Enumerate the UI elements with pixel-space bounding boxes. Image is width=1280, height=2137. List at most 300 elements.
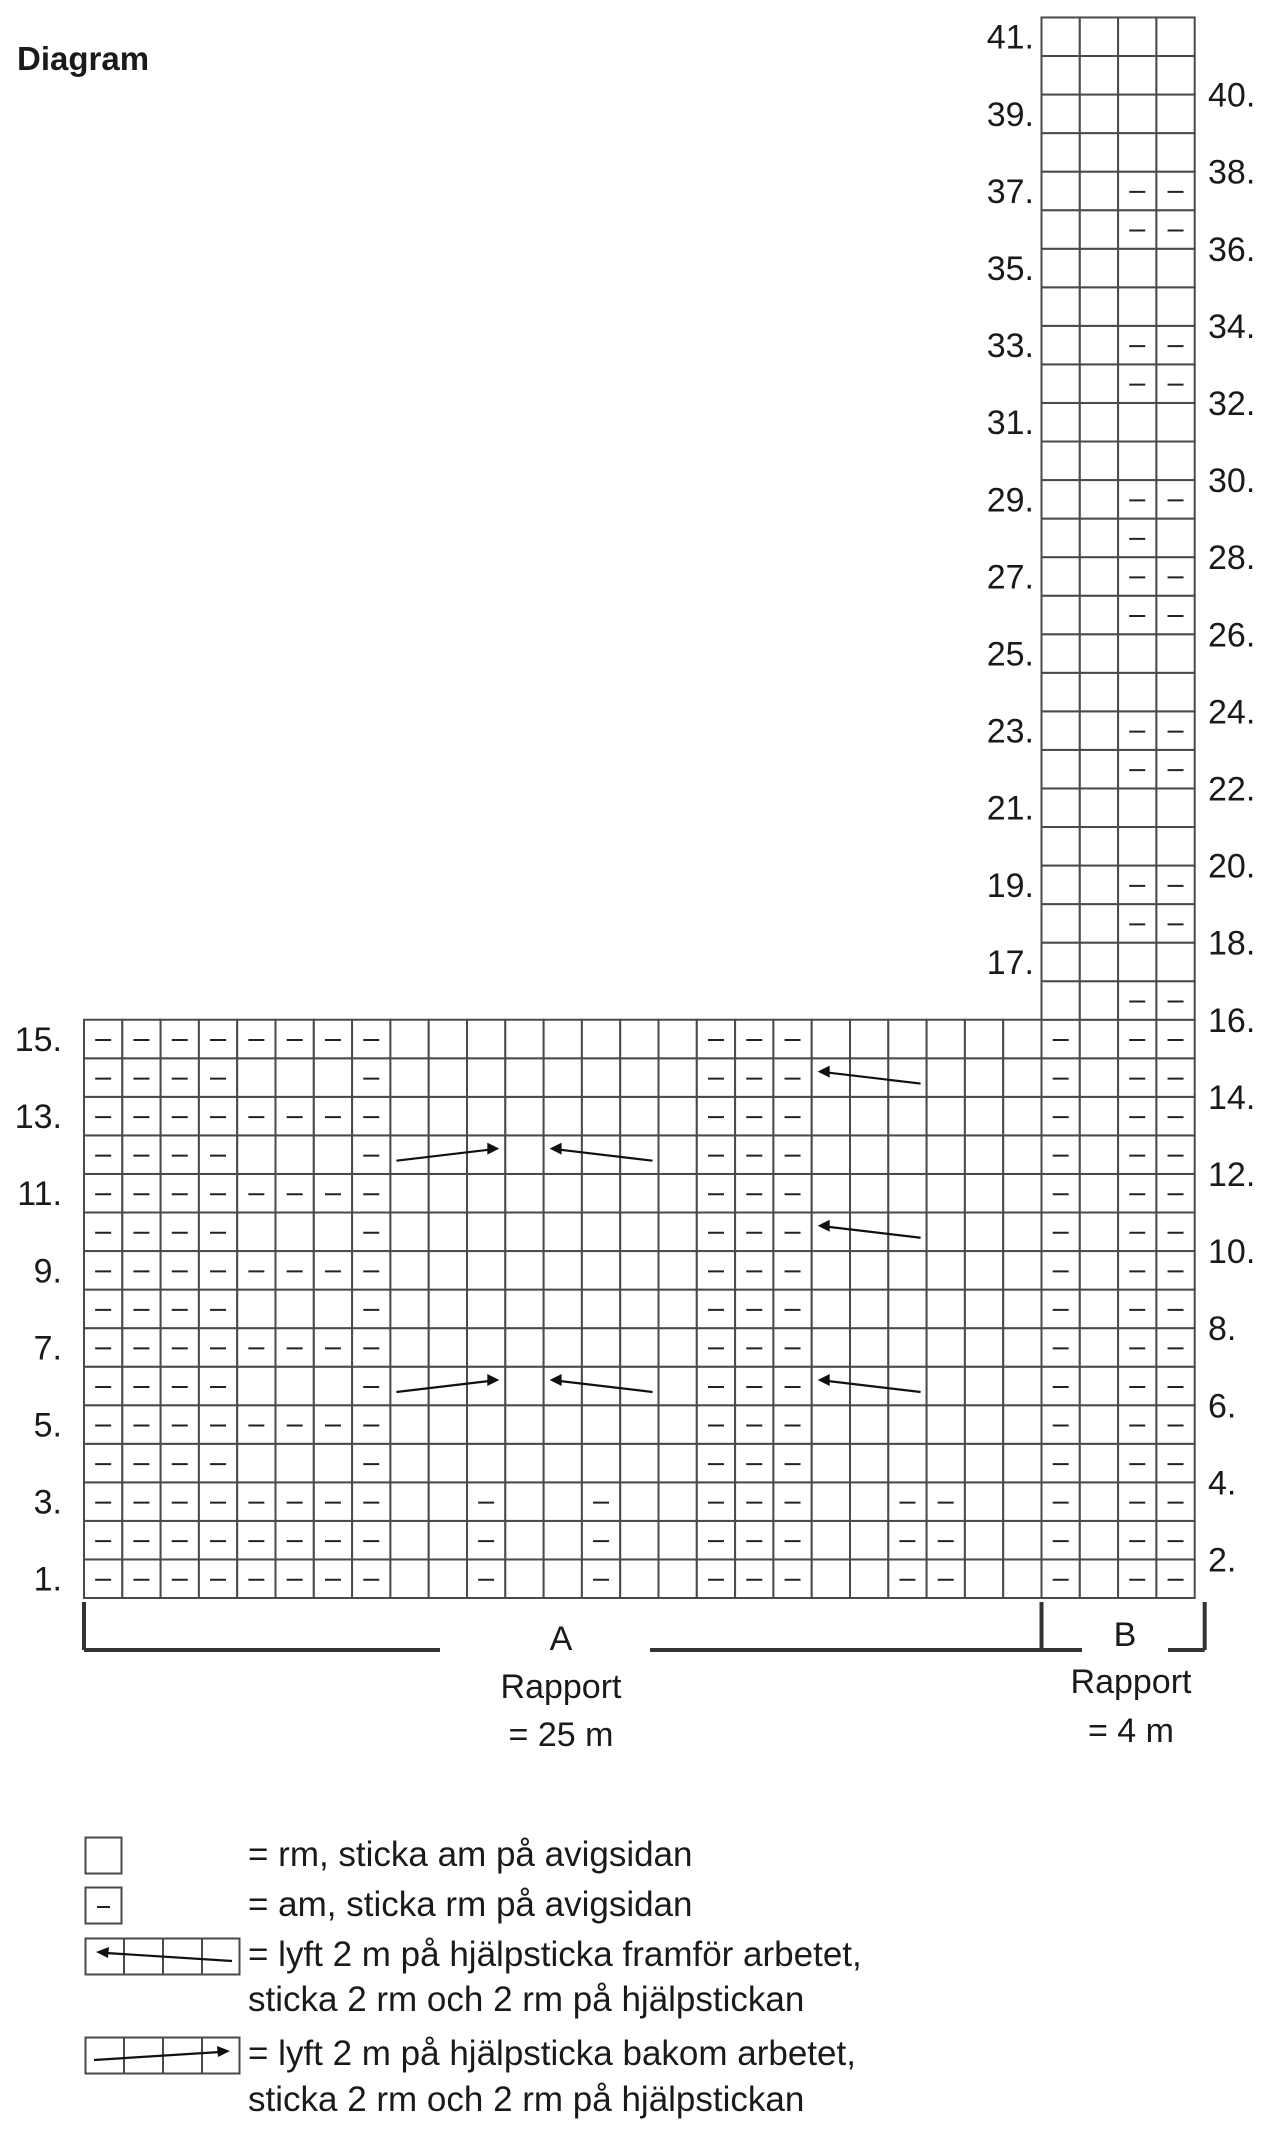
chart-cell xyxy=(1042,596,1080,635)
row-label: 40. xyxy=(1208,76,1256,115)
chart-cell xyxy=(1003,1213,1041,1252)
chart-cell xyxy=(505,1058,543,1097)
chart-cell xyxy=(429,1020,467,1059)
chart-cell xyxy=(1156,634,1194,673)
row-label: 25. xyxy=(986,635,1034,674)
chart-cell xyxy=(965,1020,1003,1059)
chart-cell xyxy=(1042,172,1080,211)
chart-cell xyxy=(965,1444,1003,1483)
chart-cell xyxy=(965,1097,1003,1136)
chart-cell xyxy=(965,1405,1003,1444)
row-label: 15. xyxy=(14,1021,62,1060)
chart-cell xyxy=(1080,1020,1118,1059)
chart-cell xyxy=(505,1020,543,1059)
repeat-a-count: = 25 m xyxy=(508,1716,614,1754)
chart-cell xyxy=(620,1482,658,1521)
chart-cell xyxy=(965,1290,1003,1329)
chart-cell xyxy=(1042,56,1080,95)
row-label: 19. xyxy=(986,866,1034,905)
chart-cell xyxy=(1080,1521,1118,1560)
chart-cell xyxy=(390,1444,428,1483)
chart-cell xyxy=(659,1521,697,1560)
chart-cell xyxy=(812,1290,850,1329)
chart-cell xyxy=(1042,287,1080,326)
chart-cell xyxy=(620,1058,658,1097)
chart-cell xyxy=(467,1328,505,1367)
chart-cell xyxy=(544,1444,582,1483)
chart-cell xyxy=(888,1290,926,1329)
chart-cell xyxy=(888,1213,926,1252)
chart-cell xyxy=(965,1367,1003,1406)
chart-cell xyxy=(1156,17,1194,56)
chart-cell xyxy=(1080,172,1118,211)
chart-cell xyxy=(850,1174,888,1213)
chart-cell xyxy=(1080,95,1118,134)
chart-cell xyxy=(467,1213,505,1252)
chart-cell xyxy=(1042,480,1080,519)
chart-cell xyxy=(888,1058,926,1097)
chart-cell xyxy=(390,1058,428,1097)
chart-cell xyxy=(1156,403,1194,442)
chart-cell xyxy=(1003,1174,1041,1213)
chart-cell xyxy=(429,1482,467,1521)
row-label: 26. xyxy=(1208,616,1256,655)
row-label: 22. xyxy=(1208,770,1256,809)
chart-cell xyxy=(544,1328,582,1367)
chart-cell xyxy=(429,1328,467,1367)
chart-cell xyxy=(620,1328,658,1367)
repeat-b-label: Rapport xyxy=(1070,1663,1192,1701)
chart-cell xyxy=(429,1097,467,1136)
row-label: 17. xyxy=(986,943,1034,982)
row-label: 18. xyxy=(1208,924,1256,963)
chart-cell xyxy=(965,1559,1003,1598)
chart-cell xyxy=(620,1290,658,1329)
chart-cell xyxy=(888,1405,926,1444)
chart-cell xyxy=(1042,788,1080,827)
chart-cell xyxy=(467,1251,505,1290)
chart-cell xyxy=(467,1058,505,1097)
chart-cell xyxy=(1080,596,1118,635)
chart-cell xyxy=(544,1174,582,1213)
chart-cell xyxy=(888,1020,926,1059)
chart-cell xyxy=(927,1135,965,1174)
row-label: 7. xyxy=(33,1329,62,1368)
chart-cell xyxy=(1080,750,1118,789)
chart-cell xyxy=(927,1251,965,1290)
chart-cell xyxy=(1080,1328,1118,1367)
chart-cell xyxy=(620,1521,658,1560)
legend-cable-back-text: = lyft 2 m på hjälpsticka bakom arbetet, xyxy=(248,2034,856,2073)
chart-cell xyxy=(1080,711,1118,750)
chart-cell xyxy=(965,1482,1003,1521)
chart-cell xyxy=(620,1213,658,1252)
row-label: 11. xyxy=(17,1175,62,1214)
chart-cell xyxy=(544,1213,582,1252)
chart-cell xyxy=(1118,788,1156,827)
chart-cell xyxy=(467,1367,505,1406)
chart-cell xyxy=(1080,788,1118,827)
chart-cell xyxy=(620,1367,658,1406)
chart-cell xyxy=(1156,95,1194,134)
chart-cell xyxy=(276,1290,314,1329)
legend-cable-back-text-2: sticka 2 rm och 2 rm på hjälpstickan xyxy=(248,2080,805,2119)
chart-cell xyxy=(1080,326,1118,365)
chart-cell xyxy=(1003,1444,1041,1483)
chart-cell xyxy=(237,1444,275,1483)
chart-cell xyxy=(582,1097,620,1136)
chart-cell xyxy=(850,1328,888,1367)
chart-cell xyxy=(927,1174,965,1213)
chart-cell xyxy=(812,1482,850,1521)
chart-cell xyxy=(429,1521,467,1560)
chart-cell xyxy=(505,1097,543,1136)
chart-cell xyxy=(544,1367,582,1406)
row-label: 41. xyxy=(986,18,1034,57)
chart-cell xyxy=(659,1251,697,1290)
chart-cell xyxy=(1118,442,1156,481)
row-label: 37. xyxy=(986,172,1034,211)
chart-cell xyxy=(812,1058,850,1097)
chart-cell xyxy=(544,1559,582,1598)
chart-cell xyxy=(544,1135,582,1174)
chart-cell xyxy=(467,1290,505,1329)
chart-cell xyxy=(1003,1367,1041,1406)
chart-cell xyxy=(1080,210,1118,249)
legend-knit-symbol xyxy=(84,1836,124,1881)
chart-cell xyxy=(965,1174,1003,1213)
chart-cell xyxy=(812,1367,850,1406)
chart-cell xyxy=(1080,634,1118,673)
chart-cell xyxy=(505,1135,543,1174)
chart-cell xyxy=(1042,673,1080,712)
chart-cell xyxy=(544,1521,582,1560)
chart-cell xyxy=(505,1405,543,1444)
chart-cell xyxy=(1118,17,1156,56)
chart-cell xyxy=(505,1482,543,1521)
chart-cell xyxy=(1042,442,1080,481)
chart-cell xyxy=(1080,480,1118,519)
row-label: 16. xyxy=(1208,1001,1256,1040)
chart-cell xyxy=(850,1097,888,1136)
chart-cell xyxy=(1118,673,1156,712)
chart-cell xyxy=(620,1097,658,1136)
row-label: 1. xyxy=(33,1560,62,1599)
legend-purl-text: = am, sticka rm på avigsidan xyxy=(248,1885,693,1924)
chart-cell xyxy=(429,1290,467,1329)
chart-cell xyxy=(505,1444,543,1483)
chart-cell xyxy=(505,1559,543,1598)
chart-cell xyxy=(620,1444,658,1483)
chart-cell xyxy=(1118,403,1156,442)
chart-cell xyxy=(1042,943,1080,982)
chart-cell xyxy=(544,1482,582,1521)
chart-cell xyxy=(582,1058,620,1097)
chart-cell xyxy=(812,1097,850,1136)
chart-cell xyxy=(582,1020,620,1059)
row-label: 20. xyxy=(1208,847,1256,886)
chart-cell xyxy=(927,1058,965,1097)
row-label: 36. xyxy=(1208,230,1256,269)
chart-cell xyxy=(429,1058,467,1097)
chart-cell xyxy=(659,1097,697,1136)
chart-cell xyxy=(850,1251,888,1290)
chart-cell xyxy=(1080,1444,1118,1483)
chart-cell xyxy=(850,1135,888,1174)
chart-cell xyxy=(467,1135,505,1174)
chart-cell xyxy=(429,1559,467,1598)
chart-cell xyxy=(659,1328,697,1367)
repeat-a-label: Rapport xyxy=(500,1668,622,1706)
chart-cell xyxy=(812,1020,850,1059)
chart-cell xyxy=(1042,17,1080,56)
chart-cell xyxy=(1080,1135,1118,1174)
row-label: 35. xyxy=(986,250,1034,289)
chart-cell xyxy=(1080,827,1118,866)
chart-cell xyxy=(314,1444,352,1483)
chart-cell xyxy=(1118,56,1156,95)
chart-cell xyxy=(1080,1482,1118,1521)
chart-cell xyxy=(1156,943,1194,982)
chart-cell xyxy=(390,1521,428,1560)
chart-cell xyxy=(467,1174,505,1213)
chart-cell xyxy=(1080,56,1118,95)
chart-cell xyxy=(1042,827,1080,866)
chart-cell xyxy=(1042,557,1080,596)
chart-cell xyxy=(965,1058,1003,1097)
chart-cell xyxy=(314,1058,352,1097)
chart-cell xyxy=(582,1290,620,1329)
chart-cell xyxy=(888,1097,926,1136)
chart-cell xyxy=(544,1058,582,1097)
chart-cell xyxy=(1156,519,1194,558)
legend-cable-back-symbol xyxy=(84,2036,244,2081)
chart-cell xyxy=(390,1097,428,1136)
chart-cell xyxy=(505,1521,543,1560)
chart-cell xyxy=(582,1328,620,1367)
chart-cell xyxy=(276,1213,314,1252)
chart-cell xyxy=(1003,1097,1041,1136)
chart-cell xyxy=(1080,866,1118,905)
row-label: 12. xyxy=(1208,1155,1256,1194)
chart-cell xyxy=(1118,866,1156,905)
legend-cable-front-text: = lyft 2 m på hjälpsticka framför arbetet, xyxy=(248,1935,862,1974)
chart-cell xyxy=(276,1444,314,1483)
repeat-b-letter: B xyxy=(1113,1616,1137,1654)
chart-cell xyxy=(1156,866,1194,905)
chart-cell xyxy=(429,1405,467,1444)
chart-cell xyxy=(390,1367,428,1406)
row-label: 31. xyxy=(986,404,1034,443)
chart-cell xyxy=(1003,1328,1041,1367)
chart-cell xyxy=(1080,557,1118,596)
row-label: 4. xyxy=(1208,1464,1237,1503)
row-label: 38. xyxy=(1208,153,1256,192)
chart-cell xyxy=(1080,1251,1118,1290)
row-label: 24. xyxy=(1208,693,1256,732)
chart-cell xyxy=(659,1213,697,1252)
chart-cell xyxy=(1080,981,1118,1020)
chart-cell xyxy=(1080,519,1118,558)
chart-cell xyxy=(582,1251,620,1290)
chart-cell xyxy=(620,1559,658,1598)
chart-cell xyxy=(544,1020,582,1059)
chart-cell xyxy=(429,1174,467,1213)
chart-cell xyxy=(888,1251,926,1290)
chart-cell xyxy=(659,1405,697,1444)
chart-cell xyxy=(850,1444,888,1483)
chart-cell xyxy=(1118,95,1156,134)
chart-cell xyxy=(1118,133,1156,172)
chart-cell xyxy=(850,1020,888,1059)
row-label: 6. xyxy=(1208,1387,1237,1426)
chart-cell xyxy=(812,1405,850,1444)
chart-cell xyxy=(659,1058,697,1097)
chart-cell xyxy=(659,1135,697,1174)
chart-cell xyxy=(1080,287,1118,326)
chart-cell xyxy=(1156,249,1194,288)
chart-cell xyxy=(965,1521,1003,1560)
legend-cable-front-symbol xyxy=(84,1937,244,1982)
chart-cell xyxy=(850,1482,888,1521)
chart-cell xyxy=(544,1251,582,1290)
chart-cell xyxy=(1003,1521,1041,1560)
diagram-title: Diagram xyxy=(17,40,150,77)
chart-cell xyxy=(237,1290,275,1329)
chart-cell xyxy=(927,1097,965,1136)
chart-cell xyxy=(237,1135,275,1174)
chart-cell xyxy=(237,1213,275,1252)
chart-cell xyxy=(927,1290,965,1329)
row-label: 27. xyxy=(986,558,1034,597)
chart-cell xyxy=(505,1328,543,1367)
chart-cell xyxy=(1003,1251,1041,1290)
chart-cell xyxy=(659,1020,697,1059)
chart-cell xyxy=(1156,442,1194,481)
chart-cell xyxy=(659,1482,697,1521)
chart-cell xyxy=(1003,1020,1041,1059)
row-label: 29. xyxy=(986,481,1034,520)
chart-cell xyxy=(1080,1058,1118,1097)
chart-cell xyxy=(1118,827,1156,866)
row-label: 33. xyxy=(986,327,1034,366)
chart-cell xyxy=(1118,480,1156,519)
chart-cell xyxy=(659,1444,697,1483)
chart-cell xyxy=(927,1020,965,1059)
chart-cell xyxy=(390,1482,428,1521)
chart-cell xyxy=(812,1135,850,1174)
chart-cell xyxy=(1118,287,1156,326)
chart-cell xyxy=(927,1367,965,1406)
chart-cell xyxy=(582,1444,620,1483)
chart-cell xyxy=(1003,1058,1041,1097)
row-label: 34. xyxy=(1208,307,1256,346)
chart-cell xyxy=(276,1058,314,1097)
chart-cell xyxy=(1042,210,1080,249)
chart-cell xyxy=(505,1213,543,1252)
row-label: 3. xyxy=(33,1483,62,1522)
row-label: 9. xyxy=(33,1252,62,1291)
chart-cell xyxy=(390,1135,428,1174)
chart-cell xyxy=(812,1521,850,1560)
chart-cell xyxy=(390,1328,428,1367)
chart-cell xyxy=(314,1290,352,1329)
chart-cell xyxy=(1156,133,1194,172)
chart-cell xyxy=(390,1020,428,1059)
chart-cell xyxy=(1003,1290,1041,1329)
chart-cell xyxy=(812,1444,850,1483)
chart-cell xyxy=(1042,750,1080,789)
chart-cell xyxy=(1156,287,1194,326)
chart-cell xyxy=(1118,943,1156,982)
chart-cell xyxy=(505,1367,543,1406)
chart-cell xyxy=(659,1174,697,1213)
row-label: 5. xyxy=(33,1406,62,1445)
chart-cell xyxy=(620,1251,658,1290)
chart-cell xyxy=(314,1213,352,1252)
chart-cell xyxy=(1042,95,1080,134)
chart-cell xyxy=(1042,634,1080,673)
chart-cell xyxy=(888,1444,926,1483)
chart-cell xyxy=(850,1559,888,1598)
chart-cell xyxy=(314,1135,352,1174)
chart-cell xyxy=(1042,403,1080,442)
chart-cell xyxy=(1080,1174,1118,1213)
chart-cell xyxy=(467,1444,505,1483)
chart-cell xyxy=(390,1174,428,1213)
chart-cell xyxy=(544,1405,582,1444)
chart-cell xyxy=(467,1405,505,1444)
chart-cell xyxy=(850,1290,888,1329)
chart-cell xyxy=(1080,673,1118,712)
chart-cell xyxy=(276,1367,314,1406)
chart-cell xyxy=(467,1097,505,1136)
chart-cell xyxy=(582,1405,620,1444)
chart-cell xyxy=(1080,442,1118,481)
chart-cell xyxy=(544,1097,582,1136)
chart-cell xyxy=(1156,172,1194,211)
row-label: 39. xyxy=(986,95,1034,134)
legend-cable-front-text-2: sticka 2 rm och 2 rm på hjälpstickan xyxy=(248,1980,805,2019)
chart-cell xyxy=(1042,519,1080,558)
chart-cell xyxy=(467,1020,505,1059)
chart-cell xyxy=(1042,981,1080,1020)
chart-cell xyxy=(1003,1405,1041,1444)
chart-cell xyxy=(1118,172,1156,211)
chart-cell xyxy=(390,1251,428,1290)
chart-cell xyxy=(620,1020,658,1059)
chart-cell xyxy=(965,1213,1003,1252)
chart-cell xyxy=(812,1559,850,1598)
chart-cell xyxy=(390,1405,428,1444)
chart-cell xyxy=(237,1367,275,1406)
chart-cell xyxy=(1156,673,1194,712)
chart-cell xyxy=(1042,133,1080,172)
row-label: 8. xyxy=(1208,1310,1237,1349)
chart-cell xyxy=(1080,1367,1118,1406)
chart-cell xyxy=(927,1444,965,1483)
chart-cell xyxy=(1042,249,1080,288)
chart-cell xyxy=(1003,1559,1041,1598)
chart-cell xyxy=(390,1290,428,1329)
chart-cell xyxy=(888,1328,926,1367)
chart-cell xyxy=(1003,1482,1041,1521)
chart-cell xyxy=(620,1405,658,1444)
chart-cell xyxy=(659,1559,697,1598)
chart-cell xyxy=(812,1251,850,1290)
chart-cell xyxy=(1042,326,1080,365)
chart-cell xyxy=(659,1367,697,1406)
